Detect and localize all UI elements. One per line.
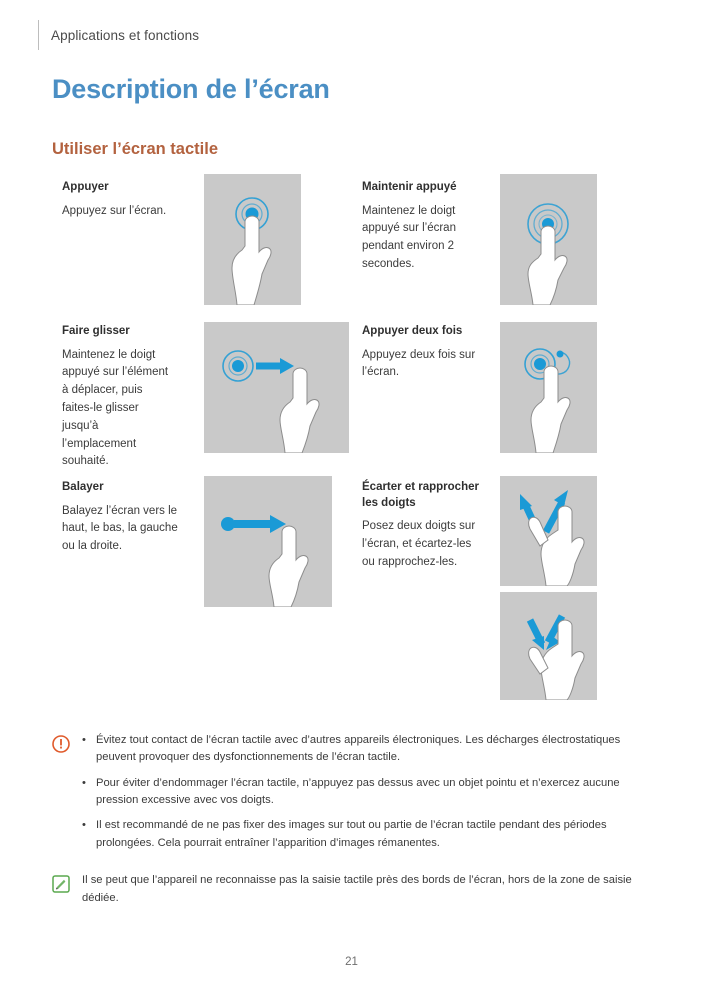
page-header [38, 18, 199, 52]
warning-icon [52, 732, 74, 758]
page-number: 21 [345, 956, 358, 968]
list-item [82, 817, 652, 852]
bullet-text: Pour éviter d’endommager l’écran tactile, n’appuyez pas dessus avec un objet pointu et n’exercez aucune pression excessive avec vos doigts. [96, 776, 620, 807]
bullet-marker: • [82, 734, 86, 746]
note-icon [52, 872, 74, 898]
gesture-desc: Maintenez le doigt appuyé sur l’élément à déplacer, puis faites-le glisser jusqu’à l’emplacement souhaité. [62, 348, 169, 468]
info-note [52, 872, 652, 907]
gesture-title: Faire glisser [62, 325, 130, 337]
list-item [82, 732, 652, 767]
tap-gesture-illustration [204, 174, 301, 305]
pinch-spread-gesture-illustration [500, 476, 597, 586]
gesture-title: Maintenir appuyé [362, 181, 457, 193]
touch-and-hold-gesture-illustration [500, 174, 597, 305]
gesture-desc: Appuyez sur l’écran. [62, 204, 167, 217]
gesture-text-pinch [362, 480, 482, 571]
gesture-text-drag [62, 324, 172, 471]
bullet-marker: • [82, 819, 86, 832]
page-title: Description de l’écran [52, 74, 330, 104]
gesture-text-hold [362, 180, 492, 274]
gesture-desc: Maintenez le doigt appuyé sur l’écran pendant environ 2 secondes. [362, 204, 456, 270]
info-note-body [82, 872, 652, 907]
gesture-text-tap [62, 180, 212, 220]
gesture-text-double-tap [362, 324, 502, 382]
gesture-title: Écarter et rapprocher les doigts [362, 481, 479, 509]
gesture-title: Balayer [62, 481, 104, 493]
breadcrumb: Applications et fonctions [51, 27, 200, 43]
warning-note [52, 732, 652, 860]
warning-note-body [82, 732, 652, 860]
section-title: Utiliser l’écran tactile [52, 140, 218, 158]
gesture-desc: Posez deux doigts sur l’écran, et écartez-les ou rapprochez-les. [362, 520, 476, 568]
gesture-text-swipe [62, 480, 182, 556]
header-divider [38, 20, 39, 50]
bullet-marker: • [82, 776, 86, 789]
list-item [82, 775, 652, 810]
gesture-title: Appuyer deux fois [362, 325, 463, 337]
drag-gesture-illustration [204, 322, 349, 453]
bullet-text: Il est recommandé de ne pas fixer des images sur tout ou partie de l’écran tactile pendant des périodes prolongées. Cela pourrait entraîner l’apparition d’images rémanentes. [96, 819, 607, 849]
gesture-title: Appuyer [62, 181, 109, 193]
note-text: Il se peut que l’appareil ne reconnaisse pas la saisie tactile près des bords de l’écran, hors de la zone de saisie dédiée. [82, 874, 632, 904]
bullet-text: Évitez tout contact de l’écran tactile avec d’autres appareils électroniques. Les décharges électrostatiques peuvent provoquer des dysfonctionnements de l’écran tactile. [96, 734, 621, 764]
double-tap-gesture-illustration [500, 322, 597, 453]
pinch-spread-gesture-illustration-2 [500, 592, 597, 700]
gesture-desc: Appuyez deux fois sur l’écran. [362, 348, 476, 379]
gesture-desc: Balayez l’écran vers le haut, le bas, la gauche ou la droite. [62, 504, 178, 553]
notes-section [52, 732, 652, 919]
swipe-gesture-illustration [204, 476, 332, 607]
